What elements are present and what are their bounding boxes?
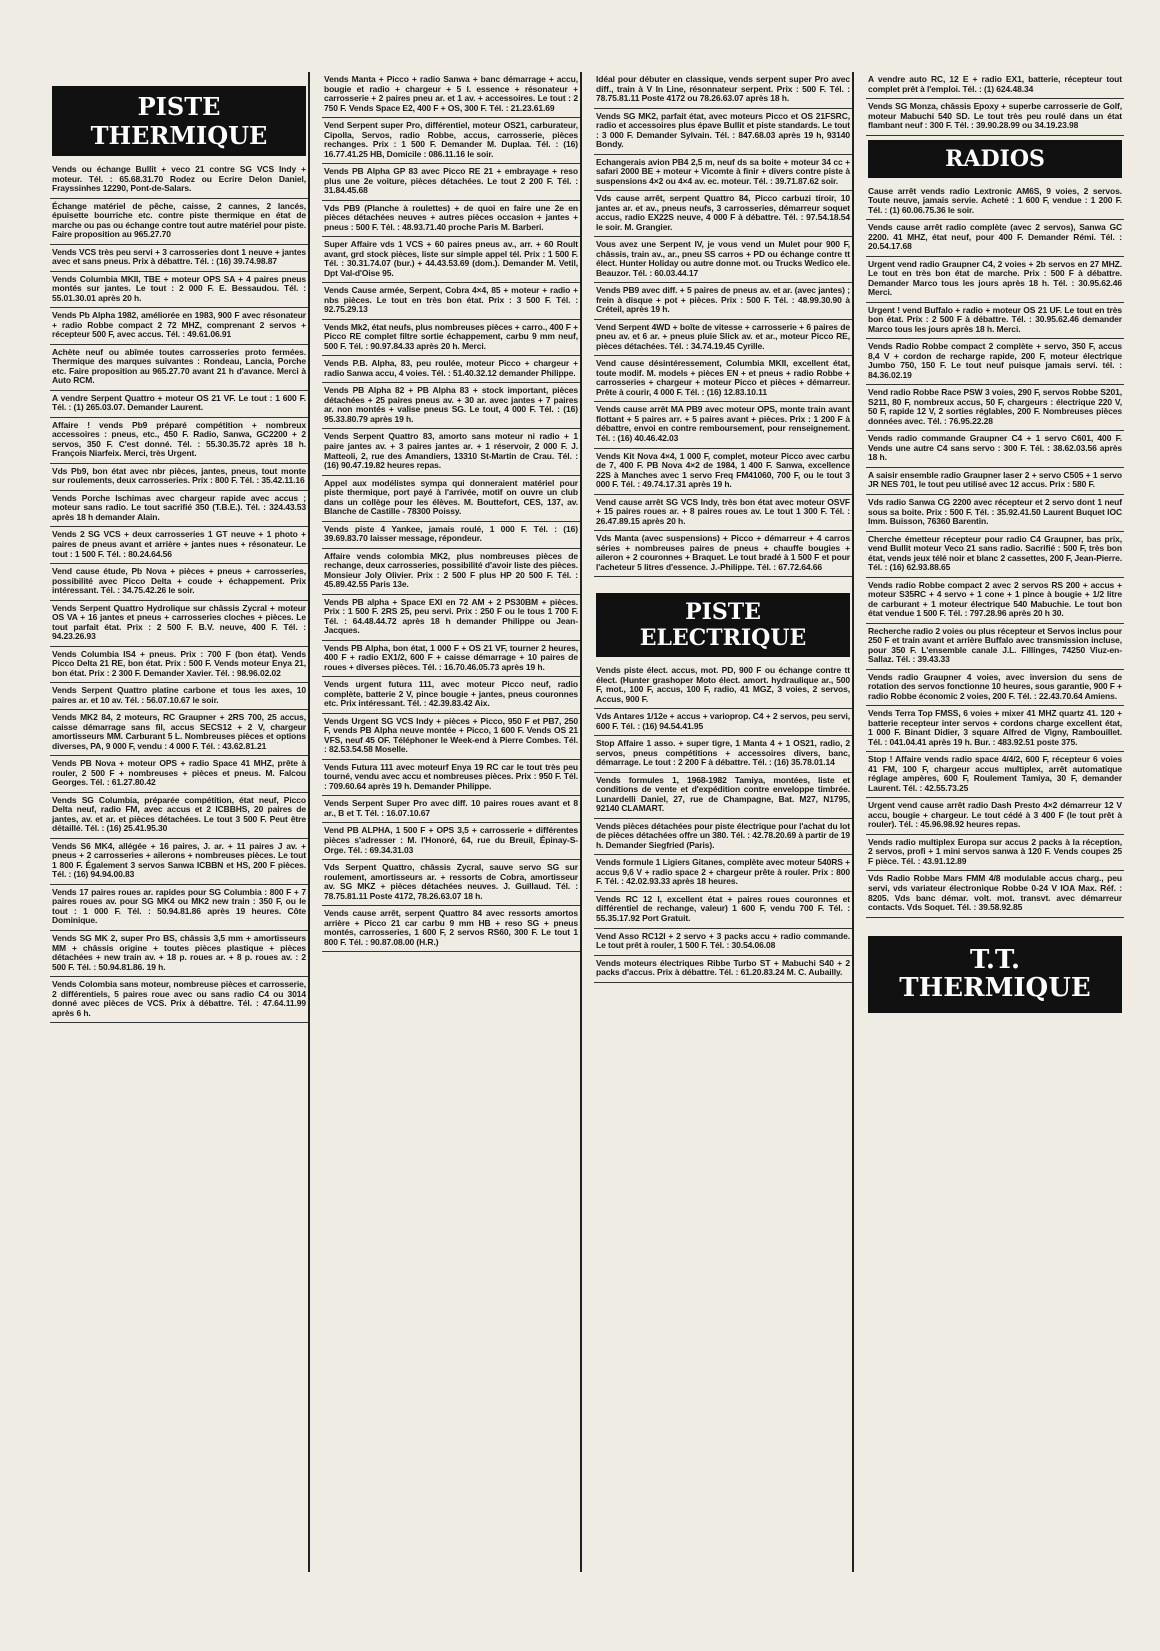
classified-ad [50, 199, 308, 245]
classifieds-page [50, 72, 1130, 1572]
classified-ad [866, 871, 1124, 917]
ad-lead: Vds [868, 496, 884, 507]
classified-ad [866, 339, 1124, 385]
ad-text: auto RC, 12 E + radio EX1, batterie, récepteur tout complet prêt à l'emploi. Tél. : (1) 624.48.34 [868, 74, 1123, 94]
classified-ad [50, 564, 308, 601]
ad-text: Futura 111 avec moteurf Enya 19 RC car le tout très peu tourné, vendu avec accu et nombreuses pièces. Prix : 950 F. Tél. : 709.60.64 après 19 h. Demander Philippe. [324, 761, 578, 791]
ad-text: avion PB4 2,5 m, neuf ds sa boite + moteur 34 cc + safari 2000 BE + moteur + Vicomte à finir + divers contre piste à suspensions 4×2 ou 4×4 av. ec. moteur. Tél. : 39.71.87.62 soir. [596, 156, 851, 186]
classified-ad [322, 549, 580, 595]
ad-lead: A vendre [52, 392, 88, 403]
ad-lead: Vends [52, 840, 77, 851]
ad-text: PB ALPHA, 1 500 F + OPS 3,5 + carrosserie + différentes pièces s'adresser : M. l'Honoré, 64, rue du Breuil, Épinay-S-Orge. Tél. : 69.34.31.03 [324, 825, 578, 855]
ad-lead: Vends [868, 579, 893, 590]
ad-text: Columbia IS4 + pneus. Prix : 700 F (bon état). Vends Picco Delta 21 RE, bon état. Prix : 500 F. Vends moteur Enya 21, bon état. Prix : 2 300 F. Demander Xavier. Tél. : 98.96.02.02 [52, 648, 307, 678]
ad-lead: Vends [52, 794, 77, 805]
classified-ad [50, 527, 308, 564]
classified-ad [322, 860, 580, 906]
ad-lead: Vds [596, 711, 612, 722]
ad-lead: A saisir ensemble [868, 469, 939, 480]
ad-lead: Vends [324, 798, 349, 809]
ad-lead: Vends [596, 450, 621, 461]
ad-lead: Vends [868, 433, 893, 444]
tt-line-1: T.T. [969, 944, 1021, 975]
ad-list [594, 663, 852, 982]
classified-ad [594, 929, 852, 956]
classified-ad [594, 283, 852, 320]
ad-text: aux modélistes sympa qui donneraient matériel pour piste thermique, port payé à l'arrivée, motif on ouvre un club dans un collège pour les élèves. M. Bouttefort, CES, 137, av. Blanche de Castille - 78300 Poissy. [324, 477, 578, 517]
classified-ad [322, 823, 580, 860]
ad-list [594, 72, 852, 577]
ad-lead: Vends [52, 310, 77, 321]
ad-lead: Vends [52, 273, 77, 284]
classified-ad [50, 272, 308, 309]
ad-text: vend cause arrêt radio Dash Presto 4×2 démarreur 12 V accu, bougie + chargeur. Le tout cédé à 3 400 F (le tout prêt à rouler). Tél. : 45.96.98.92 heures repas. [868, 800, 1122, 830]
classified-ad [594, 320, 852, 357]
ad-text: cause étude, Pb Nova + pièces + pneus + carrosseries, possibilité avec Picco Delta + coude + échappement. Prix intéressant. Tél. : 34.75.42.26 le soir. [52, 566, 306, 596]
ad-lead: Vends [52, 648, 77, 659]
ad-text: Terra Top FMSS, 6 voies + mixer 41 MHZ quartz 41. 120 + batterie recepteur inter servos + cordons charge excellent état, 1 000 F. Binant Didier, 3 square Alfred de Vigny, Rambouillet. Tél. : 041.04.41 après 19 h. Bur. : 483.92.51 poste 375. [868, 708, 1123, 747]
ad-lead: Vends [596, 857, 621, 868]
ad-text: Kit Nova 4×4, 1 000 F, complet, moteur Picco avec carbu de 7, 400 F. PB Nova 4×2 de 1984, 1 400 F. Sanwa, excellence 22S à Manches avec 1 servo Freq FM41060, 700 F, ou le tout 3 000 F. Tél. : 49.74.17.31 après 19 h. [596, 450, 850, 490]
classified-ad [322, 677, 580, 714]
ad-lead: Vend [596, 321, 616, 332]
classified-ad [50, 308, 308, 345]
classified-ad [50, 345, 308, 391]
ad-text: cause arrêt SG VCS Indy, très bon état avec moteur OSVF + 15 paires roues ar. + 8 paires roues av. Le tout 1 300 F. Tél. : 26.47.89.15 après 20 h. [596, 496, 850, 526]
classified-ad [866, 220, 1124, 257]
ad-lead: Appel [324, 477, 348, 488]
classified-ad [322, 522, 580, 549]
ad-lead: Vends [596, 665, 621, 676]
classified-ad [50, 977, 308, 1023]
ad-lead: Idéal [596, 74, 615, 84]
ad-list [322, 72, 580, 952]
ad-text: PB9 avec diff. + 5 paires de pneus av. et ar. (avec jantes) ; frein à disque + pot + pièces. Prix : 500 F. Tél. : 48.99.30.90 à Créteil, après 19 h. [596, 285, 850, 315]
ad-text: MK2 84, 2 moteurs, RC Graupner + 2RS 700, 25 accus, caisse démarrage sans fil, accus SECS12 + 2 V, chargeur amortisseurs MM. Carburant 5 L. Nombreuses pièces et options diverses, PA, 9 000 F, vendu : 4 000 F. Tél. : 43.62.81.21 [52, 712, 306, 751]
ad-lead: Échange [52, 200, 87, 211]
ad-text: Columbia MKII, TBE + moteur OPS SA + 4 paires pneus montés sur jantes. Le tout : 2 000 F. E. Bessaudou. Tél. : 55.01.30.01 après 20 h. [52, 273, 306, 303]
ad-text: ou échange Bullit + veco 21 contre SG VCS Indy + moteur. Tél. : 65.68.31.70 Rodez ou Ecrire Delon Daniel, Frayssinhes 12290, Pont-de-Salars. [52, 164, 306, 194]
ad-lead: Vds [52, 465, 68, 476]
classified-ad [322, 595, 580, 641]
ad-text: radio Graupner 4 voies, avec inversion du sens de rotation des servos fonctionne 10 heures, sous garantie, 900 F + radio Robbe économic 2 voies, 200 F. Tél. : 22.43.70.64 Amiens. [868, 671, 1123, 701]
ad-text: radio Graupner C4, 2 voies + 2b servos en 27 MHZ. Le tout en très bon état de marche. Prix : 500 F à débattre. Demander Marco tous les jours après 18 h. Tél. : 30.95.62.46 Merci. [868, 258, 1122, 298]
classified-ad [866, 706, 1124, 752]
ad-text: Pb9 préparé compétition + nombreux accessoires : pneus, etc., 450 F. Radio, Sanwa, GC2200 + 2 servos, 350 F. C'est donné. Tél. : 55.30.35.72 après 18 h. François Niarfeix. Merci, très Urgent. [52, 419, 306, 459]
classified-ad [50, 931, 308, 977]
ad-list [866, 72, 1124, 136]
column-2 [322, 72, 582, 1572]
ad-text: Serpent Quattro Hydrolique sur châssis Zycral + moteur OS VA + 16 jantes et pneus + carrosseries cloches + pièces. Le tout parfait état. Prix : 2 500 F. B.V. neuve, 400 F. Tél. : 94.23.26.93 [52, 602, 306, 642]
ad-lead: Vds [868, 873, 884, 884]
ad-lead: Vends [52, 164, 77, 174]
ad-lead: Vends [324, 523, 349, 534]
classified-ad [594, 109, 852, 155]
ad-text: cause arrêt MA PB9 avec moteur OPS, monte train avant flottant + 5 paires arr. + 5 paires avant + pièces. Prix : 1 200 F à débattre, envoi en contre remboursement, pour renseignement. Tél. : (16) 40.46.42.03 [596, 404, 850, 443]
ad-lead: Cause arrêt vends [868, 185, 945, 196]
ad-text: SG MK2, parfait état, avec moteurs Picco et OS 21FSRC, radio et accessoires plus épave Bullit et piste standards. Le tout : 3 000 F. Demander Sylvain. Tél. : 847.68.03 après 19 h, 93140 Bondy. [596, 110, 850, 150]
ad-text: formules 1, 1968-1982 Tamiya, montées, liste et conditions de vente et d'expédition contre enveloppe timbrée. Lunardelli Daniel, 27, rue de Champagne, Bat. M27, N1795, 92140 CLAMART. [596, 774, 851, 814]
classified-ad [50, 601, 308, 647]
ad-lead: Urgent ! vend [868, 304, 922, 315]
ad-text: Serpent Quattro, châssis Zycral, sauve servo SG sur roulement, amortisseurs ar. + ressorts de Cobra, amortisseur av. SG MKZ + pièces détachées neuves. J. Guillaud. Tél. : 78.75.81.11 Poste 4172, 78.26.63.07 18 h. [324, 862, 578, 901]
classified-ad [322, 164, 580, 201]
classified-ad [594, 892, 852, 929]
ad-lead: Vends [868, 708, 893, 719]
classified-ad [50, 710, 308, 756]
classified-ad [594, 495, 852, 532]
ad-text: cause arrêt, serpent Quattro 84 avec ressorts amortos arrière + Picco 21 car carbu 9 mm HB + reso SG + pneus montés, carrosseries, 1 600 F, 2 servos RS60, 300 F. Le tout 1 800 F. Tél. : 90.87.08.00 (H.R.) [324, 908, 578, 947]
classified-ad [866, 798, 1124, 835]
ad-text: Pb9, bon état avec nbr pièces, jantes, pneus, tout monte sur roulements, deux carrosseries. Prix : 800 F. Tél. : 35.42.11.16 [52, 465, 306, 486]
ad-lead: Vend [868, 387, 888, 398]
ad-text: cause désintéressement, Columbia MKII, excellent état, toute modif. M. models + pièces EN + et pneus + radio Robbe + carrosseries + chargeur + moteur Picco et pièces + démarreur. Prête à courir, 4 000 F. Tél. : (16) 12.83.10.11 [596, 358, 850, 397]
ad-lead: Vends [52, 685, 77, 696]
ad-lead: Vends [596, 285, 621, 296]
ad-text: SG VCS Indy + pièces + Picco, 950 F et PB7, 250 F, vends PB Alpha neuve montée + Picco, 1 600 F. Vends OS 21 VFS, neuf 45 OF. Téléphoner le Week-end à Pierre Combes. Tél. : 82.53.54.58 Moselle. [324, 715, 579, 755]
ad-lead: Vous avez [596, 239, 638, 250]
ad-lead: Vends [324, 166, 349, 177]
ad-lead: Vends [52, 529, 77, 540]
classified-ad [866, 99, 1124, 136]
classified-ad [50, 464, 308, 491]
ad-text: Manta + Picco + radio Sanwa + banc démarrage + accu, bougie et radio + chargeur + 5 l. essence + résonateur + carrosserie + 2 paires pneu ar. et 1 av. + accessoires. Le tout : 2 750 F. Vends Space E2, 400 F + OS, 300 F. Tél. : 21.23.61.69 [324, 74, 578, 113]
column-1 [50, 72, 310, 1572]
ad-text: RC 12 I, excellent état + paires roues couronnes et différentiel de rechange, valeur) 1 600 F, vendu 700 F. Tél. : 55.35.17.92 Port Gratuit. [596, 893, 850, 923]
ad-lead: Stop ! Affaire vends [868, 754, 949, 765]
classified-ad [866, 303, 1124, 340]
classified-ad [594, 956, 852, 983]
ad-lead: Vends [596, 774, 621, 785]
ad-lead: Urgent vend [868, 258, 917, 269]
classified-ad [50, 756, 308, 793]
ad-lead: A vendre [868, 74, 906, 84]
classified-ad [594, 663, 852, 709]
classified-ad [322, 237, 580, 283]
ad-lead: Vends [324, 321, 349, 332]
ad-text: Serpent super Pro, différentiel, moteur OS21, carburateur, Cipolla, Servos, radio Robbe, accus, carrosserie, pièces rechanges. Prix : 1 500 F. Demander M. Duplaa. Tél. : (16) 16.77.41.25 HB, Domicile : 086.11.16 le soir. [324, 120, 578, 159]
classified-ad [594, 773, 852, 819]
classified-ad [322, 283, 580, 320]
classified-ad [594, 402, 852, 448]
ad-text: piste 4 Yankee, jamais roulé, 1 000 F. Tél. : (16) 39.69.83.70 laisser message, répondeur. [324, 523, 578, 544]
ad-text: matériel de pêche, caisse, 2 cannes, 2 lancés, épuisette bourriche etc. contre piste thermique en état de marche ou pas ou échange contre tout autre matériel pour piste. Faire proposition au 965.27.70 [52, 200, 306, 240]
ad-lead: Vend [596, 496, 616, 507]
classified-ad [322, 641, 580, 678]
ad-lead: Vends [52, 602, 77, 613]
ad-text: PB Nova + moteur OPS + radio Space 41 MHZ, prête à rouler, 2 500 F + nombreuses + pièces et pneus. M. Falcou Georges. Tél. : 61.27.80.42 [52, 758, 306, 788]
ad-lead: Vend [596, 930, 616, 941]
ad-text: 1 asso. + super tigre, 1 Manta 4 + 1 OS21, radio, 2 servos, pneus compétitions + accessoires divers, banc, démarrage. Le tout : 2 200 F à débattre. Tél. : (16) 35.78.01.14 [596, 738, 851, 768]
ad-text: Manta (avec suspensions) + Picco + démarreur + 4 carros séries + nombreuses paires de pneus + chauffe bougies + aileron + 2 couronnes + Braquet. Le tout bradé à 1 500 F et pour l'acheteur 5 litres d'essence. J.-Philippe. Tél. : 67.72.64.66 [596, 533, 850, 572]
ad-lead: Vends [52, 886, 77, 897]
ad-lead: Urgent [868, 800, 895, 811]
ad-text: radio 2 voies ou plus récepteur et Servos inclus pour 250 F et train avant et arrière Buffalo avec transmission incluse, pour 350 F. L'ensemble canale J.L. Fillinges, 74250 Viuz-en-Sallaz. Tél. : 39.43.33 [868, 625, 1122, 665]
ad-lead: Super Affaire vds [324, 239, 395, 250]
classified-ad [50, 162, 308, 199]
ad-lead: Vends [324, 358, 349, 369]
ad-text: PB9 (Planche à roulettes) + de quoi en faire une 2e en pièces détachées neuves + autres pièces occasion + jantes + pneus : 500 F. Tél. : 48.93.71.40 proche Paris M. Barberi. [324, 202, 578, 232]
classified-ad [322, 201, 580, 238]
ad-text: Serpent 4WD + boîte de vitesse + carrosserie + 6 paires de pneu av. et 6 ar. + pneus pluie Slick av. et ar., moteur Picco RE, pièces détachées. Tél. : 34.74.19.45 Cyrille. [596, 321, 850, 351]
ad-text: 17 paires roues ar. rapides pour SG Columbia : 800 F + 7 paires roues av. pour SG MK4 ou MK2 new train : 350 F, ou le tout : 1 000 F. Tél. : 50.94.81.86 après 19 heures. Côte Dominique. [52, 886, 306, 926]
ad-text: radio Sanwa CG 2200 avec récepteur et 2 servo dont 1 neuf sous sa boite. Prix : 500 F. Tél. : 35.92.41.50 Laurent Buquet IOC Imm. Buisson, 76360 Barentin. [868, 496, 1123, 527]
ad-list [50, 162, 308, 1023]
ad-lead: Vends [52, 758, 77, 769]
classified-ad [594, 531, 852, 577]
ad-text: PB Alpha 82 + PB Alpha 83 + stock important, pièces détachées + 25 paires pneus av. + 30 ar. avec jantes + 7 paires ar. non montés + valise pneus SG. Le tout, 4 000 F. Tél. : (16) 95.33.80.79 après 19 h. [324, 385, 578, 424]
ad-text: SG Monza, châssis Epoxy + superbe carrosserie de Golf, moteur Mabuchi 540 SD. Le tout très peu roulé dans un état flambant neuf : 300 F. Tél. : 39.90.28.99 ou 34.19.23.98 [868, 101, 1122, 131]
classified-ad [866, 184, 1124, 221]
classified-ad [866, 578, 1124, 624]
classified-ad [594, 709, 852, 736]
ad-lead: Vends [868, 836, 893, 847]
ad-text: Serpent Quattro 83, amorto sans moteur ni radio + 1 paire jantes av. + 3 paires jantes ar. + 1 réservoir, 2 000 F. J. Matteoli, 2, rue des Amandiers, 13310 St-Martin de Crau. Tél. : (16) 90.47.19.82 heures repas. [324, 431, 578, 471]
classified-ad [50, 391, 308, 418]
ad-text: pour débuter en classique, vends serpent super Pro avec diff., train à V In Line, résonnateur serpent. Prix : 500 F. Tél. : 78.75.81.11 Poste 4172 ou 78.26.63.07 après 18 h. [596, 74, 850, 104]
ad-text: émetteur récepteur pour radio C4 Graupner, bas prix, vend Bullit moteur Veco 21 sans radio. Sacrifié : 500 F, très bon état, vends jeux télé noir et blanc 2 cassettes, 200 F, Jean-Pierre. Tél. : (16) 62.93.88.65 [868, 533, 1122, 573]
classified-ad [322, 383, 580, 429]
ad-lead: Recherche [868, 625, 911, 636]
ad-lead: Vends [324, 74, 349, 84]
ad-text: PB alpha + Space EXI en 72 AM + 2 PS30BM + pièces. Prix : 1 500 F. 2RS 25, peu servi. Prix : 250 F ou le tous 1 700 F. Tél. : 64.48.44.72 après 18 h demander Philippe ou Jean-Jacques. [324, 596, 579, 636]
classified-ad [322, 714, 580, 760]
ad-text: radio Graupner laser 2 + servo C505 + 1 servo JR NES 701, le tout peu utilisé avec 12 accus. Prix : 580 F. [868, 469, 1122, 490]
classified-ad [594, 72, 852, 109]
ad-text: radio Lextronic AM6S, 9 voies, 2 servos. Toute neuve, jamais servie. Acheté : 1 600 F, vendue : 1 200 F. Tél. : (1) 60.06.75.36 le soir. [868, 185, 1122, 215]
ad-text: VCS très peu servi + 3 carrosseries dont 1 neuve + jantes avec et sans pneus. Prix à débattre. Tél. : (16) 39.74.98.87 [52, 246, 306, 267]
ad-lead: Achète [52, 346, 80, 357]
classified-ad [50, 839, 308, 885]
ad-text: Radio Robbe Mars FMM 4/8 modulable accus charg., peu servi, vds variateur électronique Robbe 0-24 V IOA Max. Réf. : 8205. Vds banc démar. volt. mot. transvt. avec démarreur contacts. Vds Soquet. Tél. : 39.58.92.85 [868, 873, 1122, 913]
ad-text: Serpent Quattro platine carbone et tous les axes, 10 paires ar. et 10 av. Tél. : 56.07.10.67 le soir. [52, 685, 306, 705]
ad-text: colombia MK2, plus nombreuses pièces de rechange, deux carrosseries, possibilité d'avoir liste des pièces. Monsieur Joly Olivier. Prix : 2 500 F plus HP 20 500 F. Tél. : 45.89.42.55 Paris 13e. [324, 550, 578, 590]
ad-lead: Vds [324, 862, 340, 873]
ad-lead: Vends [52, 712, 77, 723]
ad-lead: Echangerais [596, 156, 646, 167]
classified-ad [594, 191, 852, 237]
ad-text: Colombia sans moteur, nombreuse pièces et carrosserie, 2 différentiels, 5 paires roue avec ou sans radio C4 ou 3014 donné avec pièces de VCS. Prix à débattre. Tél. : 47.64.11.99 après 6 h. [52, 979, 307, 1018]
ad-text: urgent futura 111, avec moteur Picco neuf, radio complète, batterie 2 V, pince bougie + jantes, pneus couronnes etc. Prix intéressant. Tél. : 42.39.83.42 Aix. [324, 679, 578, 709]
ad-lead: Vend [324, 825, 344, 836]
classified-ad [50, 683, 308, 710]
ad-text: radio multiplex Europa sur accus 2 packs à la réception, 2 servos, profi + 1 mini servos sanwa à 120 F. Vends coupes 25 F pièce. Tél. : 43.91.12.89 [868, 836, 1123, 866]
ad-lead: Vends [324, 642, 349, 653]
ad-text: radio Robbe Race PSW 3 voies, 290 F, servos Robbe S201, S211, 80 F, nombreux accus, 50 F, chargeurs : électrique 220 V, 50 F, rapide 12 V, 2 sorties réglables, 200 F. Nombreuses pièces données avec. Tél. : 76.95.22.28 [868, 387, 1122, 426]
ad-text: piste élect. accus, mot. PD, 900 F ou échange contre tt élect. (Hunter grashoper Moto élect. amort. hydraulique ar., 500 F, mot., 100 F, accus, 100 F, radio, 41 MGZ, 3 voies, 2 servos, Accus, 900 F. [596, 665, 850, 704]
ad-lead: Vds [596, 193, 612, 204]
ad-text: formule 1 Ligiers Gitanes, complète avec moteur 540RS + accus 9,6 V + radio space 2 + chargeur prête à rouler. Prix : 800 F. Tél. : 42.02.93.33 après 18 heures. [596, 857, 851, 887]
classified-ad [322, 429, 580, 475]
column-3 [594, 72, 854, 1572]
ad-lead: Vend [596, 358, 616, 369]
ad-text: PB Alpha, bon état, 1 000 F + OS 21 VF, tourner 2 heures, 400 F + radio EX1/2, 600 F + caisse démarrage + 10 paires de roues + diverses pièces. Tél. : 16.70.46.05.73 après 19 h. [324, 642, 578, 672]
classified-ad [866, 468, 1124, 495]
ad-lead: Vends [868, 222, 893, 233]
ad-lead: Vends [868, 671, 893, 682]
ad-lead: Cherche [868, 533, 902, 544]
ad-text: 2 SG VCS + deux carrosseries 1 GT neuve + 1 photo + paires de pneus avant et arrière + jantes nues + résonateur. Le tout : 1 500 F. Tél. : 80.24.64.56 [52, 529, 307, 559]
classified-ad [594, 855, 852, 892]
ad-list [866, 184, 1124, 918]
ad-text: Serpent Quattro + moteur OS 21 VF. Le tout : 1 600 F. Tél. : (1) 265.03.07. Demander Laurent. [52, 392, 306, 413]
ad-text: P.B. Alpha, 83, peu roulée, moteur Picco + chargeur + radio Sanwa accu, 4 voies. Tél. : 51.40.32.12 demander Philippe. [324, 358, 579, 378]
ad-lead: Vend [324, 120, 344, 131]
ad-text: Porche Ischimas avec chargeur rapide avec accus ; moteur sans radio. Le tout sacrifié 350 (T.B.E.). Tél. : 324.43.53 après 18 h demander Alain. [52, 492, 306, 522]
ad-text: PB Alpha GP 83 avec Picco RE 21 + embrayage + reso plus une 2e voiture, pièces détachées. Le tout 2 200 F. Tél. : 31.84.45.68 [324, 166, 578, 196]
classified-ad [50, 793, 308, 839]
ad-text: SG MK 2, super Pro BS, châssis 3,5 mm + amortisseurs MM + châssis origine + toutes pièces plastique + pièces détachées + new train av. + 18 p. roues ar. + 8 p. roues av. : 2 500 F. Tél. : 50.94.81.86. 19 h. [52, 933, 306, 972]
section-banner-tt-thermique [868, 936, 1122, 1013]
ad-lead: Stop Affaire [596, 738, 644, 749]
ad-lead: Vds [324, 202, 340, 213]
ad-lead: Vends [324, 285, 349, 296]
classified-ad [322, 320, 580, 357]
classified-ad [322, 906, 580, 952]
section-banner-piste-electrique: PISTE ELECTRIQUE [596, 593, 850, 657]
ad-text: S6 MK4, allégée + 16 paires, J. ar. + 11 paires J av. + pneus + 2 carrosseries + ailerons + nombreuses pièces. Le tout 1 800 F. Également 3 servos Sanwa ICBBN et HS, 200 F pièces. Tél. : (16) 94.94.00.83 [52, 840, 306, 880]
ad-text: pièces détachées pour piste électrique pour l'achat du lot de pièces détachées offre un 380. Tél. : 42.78.20.69 à partir de 19 h. Demander Siegfried (Paris). [596, 820, 850, 850]
classified-ad [866, 257, 1124, 303]
classified-ad [866, 385, 1124, 431]
ad-lead: Vends [596, 893, 621, 904]
classified-ad [322, 476, 580, 522]
ad-lead: Affaire ! vends [52, 419, 124, 430]
ad-text: Antares 1/12e + accus + varioprop. C4 + 2 servos, peu servi, 600 F. Tél. : (16) 94.54.41.95 [596, 711, 850, 731]
classified-ad [866, 72, 1124, 99]
ad-text: neuf ou abîmée toutes carrosseries proto fermées. Thermique des marques suivantes : Rondeau, Lancia, Porche etc. Faire proposition au 965.27.70 avant 21 h d'avance. Merci à Auto RCM. [52, 346, 307, 386]
ad-text: Pb Alpha 1982, améliorée en 1983, 900 F avec résonateur + radio Robbe compact 2 72 MHZ, comprenant 2 servos + récepteur 500 F, avec accus. Tél. : 49.61.06.91 [52, 310, 307, 340]
ad-lead: Affaire vends [324, 550, 381, 561]
ad-lead: Vends [324, 761, 349, 772]
ad-lead: Vends [52, 492, 77, 503]
column-4 [866, 72, 1124, 1572]
ad-text: Radio Robbe compact 2 complète + servo, 350 F, accus 8,4 V + cordon de recharge rapide, 200 F, moteur électrique Jumbo 750, 150 F. Le tout neuf puisque jamais servi. tél. : 84.36.02.19 [868, 341, 1122, 380]
classified-ad [50, 418, 308, 464]
ad-lead: Vends [52, 933, 77, 943]
section-banner-piste-thermique: PISTE THERMIQUE [52, 86, 306, 156]
classified-ad [594, 819, 852, 856]
ad-text: moteurs électriques Ribbe Turbo ST + Mabuchi S40 + 2 packs d'accus. Prix à débattre. Tél. : 61.20.83.24 M. C. Aubailly. [596, 957, 850, 978]
ad-text: radio commande Graupner C4 + 1 servo C601, 400 F. Vends une autre C4 sans servo : 300 F. Tél. : 38.62.03.56 après 18 h. [868, 433, 1123, 463]
ad-text: Serpent Super Pro avec diff. 10 paires roues avant et 8 ar., B et T. Tél. : 16.07.10.67 [324, 798, 578, 818]
ad-text: radio space 4/4/2, 600 F, récepteur 6 voies 41 FM, 100 F, chargeur accus multiplex, arrêt automatique réglage ampères, 600 F, Roulement Tamiya, 30 F, demander Laurent. Tél. : 42.55.73.25 [868, 754, 1122, 793]
section-banner-radios: RADIOS [868, 140, 1122, 178]
ad-text: SG Columbia, préparée compétition, état neuf, Picco Delta neuf, radio FM, avec accus et 2 ICBBHS, 20 paires de jantes, av. et ar. et pièces détachées. Le tout 3 500 F. Peut être détaillé. Tél. : (16) 25.41.95.30 [52, 794, 306, 834]
ad-lead: Vends [52, 979, 77, 990]
classified-ad [866, 495, 1124, 532]
ad-lead: Vends [596, 404, 621, 415]
classified-ad [866, 431, 1124, 468]
tt-line-2: THERMIQUE [899, 973, 1091, 1004]
classified-ad [594, 736, 852, 773]
classified-ad [50, 647, 308, 684]
classified-ad [866, 752, 1124, 798]
classified-ad [866, 670, 1124, 707]
ad-lead: Vds [596, 533, 612, 544]
ad-text: Mk2, état neufs, plus nombreuses pièces + carro., 400 F + Picco RE complet filtre sortie échappement, carbu 9 mm neuf, 500 F. Tél. : 90.97.84.33 après 20 h. Merci. [324, 321, 578, 351]
ad-lead: Vends [596, 957, 621, 968]
ad-lead: Vends [324, 908, 349, 919]
ad-text: cause arrêt, serpent Quattro 84, Picco carbuzi tiroir, 10 jantes ar. et av., pneus neufs, 3 carrosseries, démarreur soquet accus, radio EX22S neuve, 4 000 F à débattre. Tél. : 97.54.18.54 le soir. M. Grangier. [596, 193, 850, 232]
classified-ad [50, 885, 308, 931]
classified-ad [50, 245, 308, 272]
classified-ad [322, 356, 580, 383]
classified-ad [322, 760, 580, 797]
ad-lead: Vends [324, 596, 349, 607]
classified-ad [322, 72, 580, 118]
ad-lead: Vends [596, 820, 621, 831]
ad-lead: Vends Urgent [324, 715, 379, 726]
classified-ad [594, 356, 852, 402]
classified-ad [594, 449, 852, 495]
ad-text: Asso RC12I + 2 servo + 3 packs accu + radio commande. Le tout prêt à rouler, 1 500 F. Tél. : 30.54.06.08 [596, 930, 850, 951]
ad-lead: Vends [52, 246, 77, 257]
ad-lead: Vends [868, 101, 893, 112]
ad-lead: Vends [324, 679, 349, 690]
classified-ad [322, 796, 580, 823]
ad-text: radio Robbe compact 2 avec 2 servos RS 200 + accus + moteur S35RC + 4 servo + 1 cone + 1 pince à bougie + 1/2 litre de carburant + 1 moteur électrique 540 Mabuchie. Le tout bon état vendue 1 500 F. Tél. : 797.28.96 après 20 h 30. [868, 579, 1122, 619]
ad-lead: Vends [868, 341, 893, 352]
ad-text: Buffalo + radio + moteur OS 21 UF. Le tout en très bon état. Prix : 2 500 F à débattre. Tél. : 30.95.62.46 demander Marco tous les jours après 18 h. Merci. [868, 304, 1123, 334]
classified-ad [50, 491, 308, 528]
classified-ad [866, 835, 1124, 872]
ad-lead: Vends [596, 110, 621, 121]
ad-text: une Serpent IV, je vous vend un Mulet pour 900 F, châssis, train av., ar., pneu SS carros + PD ou échange contre tt élect. Hunter Holiday ou autre donne mot. ou Trucks Wedico ele. Beauzor. Tél. : 60.03.44.17 [596, 239, 851, 278]
ad-text: Cause armée, Serpent, Cobra 4×4, 85 + moteur + radio + nbs pièces. Le tout en très bon état. Prix : 3 500 F. Tél. : 92.75.29.13 [324, 285, 579, 315]
ad-text: cause arrêt radio complète (avec 2 servos), Sanwa GC 2200. 41 MHZ, état neuf, pour 400 F. Demander Rémi. Tél. : 20.54.17.68 [868, 222, 1122, 252]
ad-lead: Vend [52, 566, 72, 577]
ad-text: 1 VCS + 60 paires pneus av., arr. + 60 Roult avant, grd stock pièces, liste sur simple appel tél. Prix : 1 500 F. Tél. : 30.31.74.07 (bur.) + 44.43.53.69 (dom.). Demander M. Vetil, Dpt Val-d'Oise 95. [324, 239, 578, 278]
classified-ad [866, 532, 1124, 578]
ad-lead: Vends [324, 385, 349, 396]
classified-ad [322, 118, 580, 164]
ad-lead: Vends [324, 431, 349, 442]
classified-ad [594, 155, 852, 192]
classified-ad [594, 237, 852, 283]
classified-ad [866, 624, 1124, 670]
